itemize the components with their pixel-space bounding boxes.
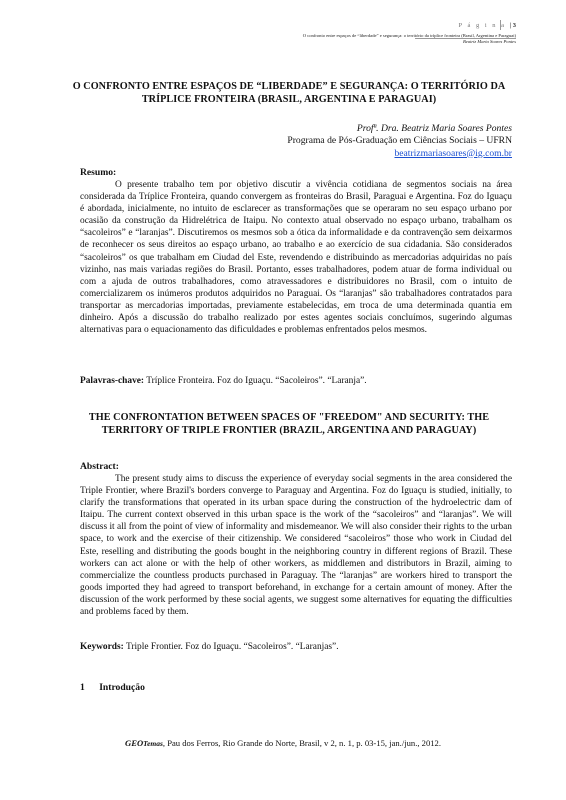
author-affiliation: Programa de Pós-Graduação em Ciências Sociais – UFRN [287, 135, 512, 147]
running-header [303, 22, 516, 44]
author-name: Profª. Dra. Beatriz Maria Soares Pontes [356, 123, 512, 134]
author-block [287, 123, 512, 160]
footer-citation [0, 738, 566, 748]
section-number: 1 [80, 682, 85, 693]
running-title: O confronto entre espaços de “liberdade” e segurança: o território da tríplice fronteira (Brasil, Argentina e Paraguai) [302, 33, 516, 38]
keywords [80, 642, 512, 652]
palavras-chave-label: Palavras-chave: [80, 376, 145, 386]
page-number-line: P á g i n a | 3 [458, 22, 516, 29]
header-rule [415, 38, 516, 39]
header-divider [500, 20, 501, 30]
page-number: 3 [512, 22, 516, 29]
abstract-heading: Abstract: [80, 461, 119, 472]
running-author: Beatriz Maria Soares Pontes [462, 39, 516, 44]
title-english: THE CONFRONTATION BETWEEN SPACES OF "FREEDOM" AND SECURITY: THE TERRITORY OF TRIPLE FRONTIER (BRAZIL, ARGENTINA AND PARAGUAY) [88, 412, 490, 436]
keywords-label: Keywords: [80, 642, 124, 652]
citation-text: , Pau dos Ferros, Rio Grande do Norte, Brasil, v 2, n. 1, p. 03-15, jan./jun., 2012. [162, 738, 441, 748]
title-portuguese: O CONFRONTO ENTRE ESPAÇOS DE “LIBERDADE” E SEGURANÇA: O TERRITÓRIO DA TRÍPLICE FRONTEIRA (BRASIL, ARGENTINA E PARAGUAI) [72, 81, 506, 105]
palavras-chave [80, 376, 512, 386]
section-heading [80, 682, 145, 693]
resumo-text: O presente trabalho tem por objetivo discutir a vivência cotidiana de segmentos sociais na área considerada da Tríplice Fronteira, quando convergem as fronteiras do Brasil, Paraguai e Argentina. Foz do Iguaçu é abordada, inicialmente, no intuito de esclarecer as transformações que se operaram no seu espaço urbano por ocasião da construção da Hidrelétrica de Itaipu. No contexto atual observado no espaço urbano, trabalham os “sacoleiros” e “laranjas”. Discutiremos os mesmos sob a ótica da informalidade e da contravenção sem deixarmos de reconhecer os seus direitos ao espaço urbano, ao trabalho e ao exercício de sua cidadania. São considerados “sacoleiros” os que trabalham em Ciudad del Este, revendendo e distribuindo as mercadorias adquiridas no país vizinho, nas mais variadas regiões do Brasil. Portanto, esses trabalhadores, podem atuar de forma individual ou com a ajuda de outros trabalhadores, como atravessadores e distribuidores no Brasil, com o intuito de comercializarem os inúmeros produtos adquiridos no Paraguai. Os “laranjas” são trabalhadores contratados para transportar as mercadorias importadas, previamente estabelecidas, em troca de uma determinada quantia em dinheiro. Após a discussão do trabalho realizado por estes agentes sociais concluímos, sugerindo algumas alternativas para o equacionamento das dificuldades e problemas enfrentados pelos mesmos. [80, 180, 512, 336]
section-title: Introdução [99, 682, 145, 693]
journal-logo-temas: Temas [143, 739, 163, 748]
resumo-heading: Resumo: [80, 167, 117, 178]
page-label: P á g i n a [458, 22, 507, 29]
keywords-text: Triple Frontier. Foz do Iguaçu. “Sacoleiros”. “Laranjas”. [125, 642, 339, 652]
abstract-text: The present study aims to discuss the experience of everyday social segments in the area considered the Triple Frontier, where Brazil's borders converge to Paraguay and Argentina. Foz do Iguaçu is studied, initially, to clarify the transformations that operated in its urban space during the construction of the hydroelectric dam of Itaipu. The current context observed in this urban space is the work of the “sacoleiros” and “laranjas”. We will discuss it all from the point of view of informality and misdemeanor. We will also consider their rights to the urban space, to work and the exercise of their citizenship. We considered “sacoleiros” those who work in Ciudad del Este, reselling and distributing the goods bought in the neighboring country in different regions of Brazil. These workers can act alone or with the help of other workers, as middlemen and distributors in Brazil, aiming to commercialize the countless products purchased in Paraguay. The “laranjas” are workers hired to transport the goods imported they had agreed to transport beforehand, in exchange for a certain amount of money. After the discussion of the work performed by these social agents, we suggest some alternatives for equating the difficulties and problems faced by them. [80, 474, 512, 618]
author-email-link[interactable]: beatrizmariasoares@ig.com.br [394, 147, 512, 159]
journal-logo-geo: GEO [125, 738, 144, 748]
palavras-chave-text: Tríplice Fronteira. Foz do Iguaçu. “Sacoleiros”. “Laranja”. [146, 376, 367, 386]
